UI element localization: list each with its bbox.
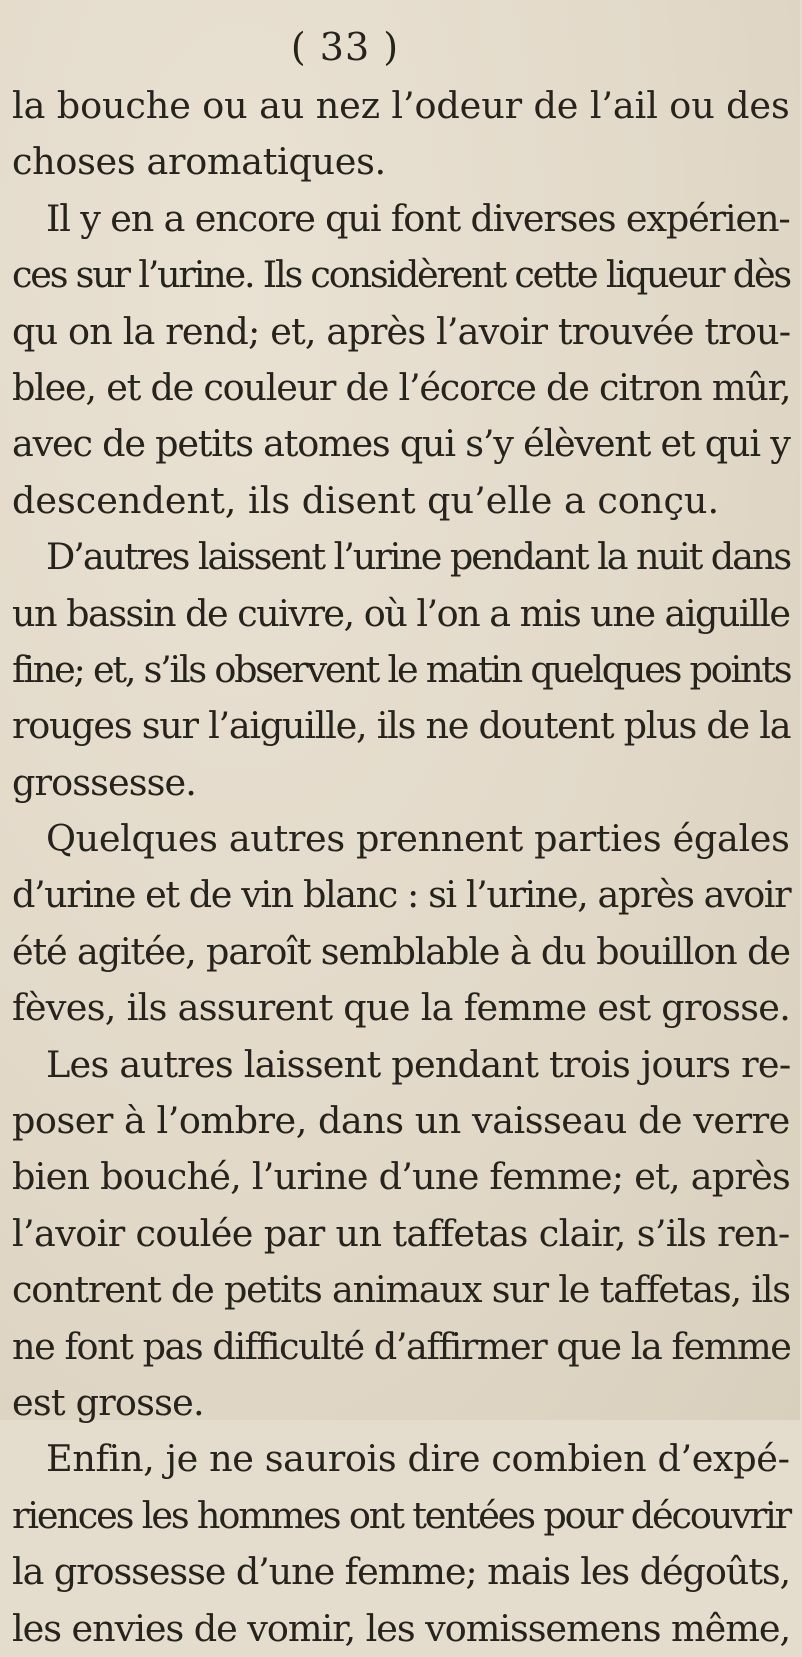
text-line: bien bouché, l’urine d’une femme; et, après (12, 1155, 790, 1199)
text-line: ne font pas difficulté d’affirmer que la femme (12, 1324, 791, 1368)
text-line: poser à l’ombre, dans un vaisseau de verre (12, 1099, 790, 1143)
text-line: fine; et, s’ils observent le matin quelques points (12, 647, 791, 691)
text-line: la bouche ou au nez l’odeur de l’ail ou des (12, 84, 790, 127)
text-line: été agitée, paroît semblable à du bouillon de (12, 929, 790, 973)
text-line: ces sur l’urine. Ils considèrent cette liqueur dès (12, 253, 790, 297)
text-line: fèves, ils assurent que la femme est grosse. (12, 986, 791, 1030)
text-line: D’autres laissent l’urine pendant la nuit dans (46, 535, 791, 579)
text-line: avec de petits atomes qui s’y élèvent et qui y (12, 422, 790, 466)
text-line: l’avoir coulée par un taffetas clair, s’ils ren- (12, 1211, 790, 1255)
text-line: d’urine et de vin blanc : si l’urine, après avoir (12, 873, 791, 917)
text-line: les envies de vomir, les vomissemens même, (12, 1606, 791, 1650)
text-line: grossesse. (12, 760, 196, 804)
text-line: choses aromatiques. (12, 140, 386, 184)
text-line: un bassin de cuivre, où l’on a mis une aiguille (12, 591, 790, 635)
text-line: la grossesse d’une femme; mais les dégoûts, (12, 1550, 791, 1594)
text-line: descendent, ils disent qu’elle a conçu. (12, 478, 720, 522)
body-text (12, 78, 802, 1657)
text-line: Quelques autres prennent parties égales (46, 817, 790, 861)
text-line: Enfin, je ne saurois dire combien d’expé- (46, 1437, 790, 1481)
text-line: riences les hommes ont tentées pour découvrir (12, 1493, 790, 1537)
text-line: qu on la rend; et, après l’avoir trouvée trou- (12, 309, 791, 353)
text-line: Les autres laissent pendant trois jours re- (46, 1042, 791, 1086)
text-line: est grosse. (12, 1380, 204, 1424)
text-line: blee, et de couleur de l’écorce de citron mûr, (12, 365, 791, 409)
text-line: contrent de petits animaux sur le taffetas, ils (12, 1268, 790, 1312)
page-number: ( 33 ) (290, 25, 400, 69)
text-line: Il y en a encore qui font diverses expérien- (46, 196, 790, 240)
text-line: rouges sur l’aiguille, ils ne doutent plus de la (12, 704, 791, 748)
